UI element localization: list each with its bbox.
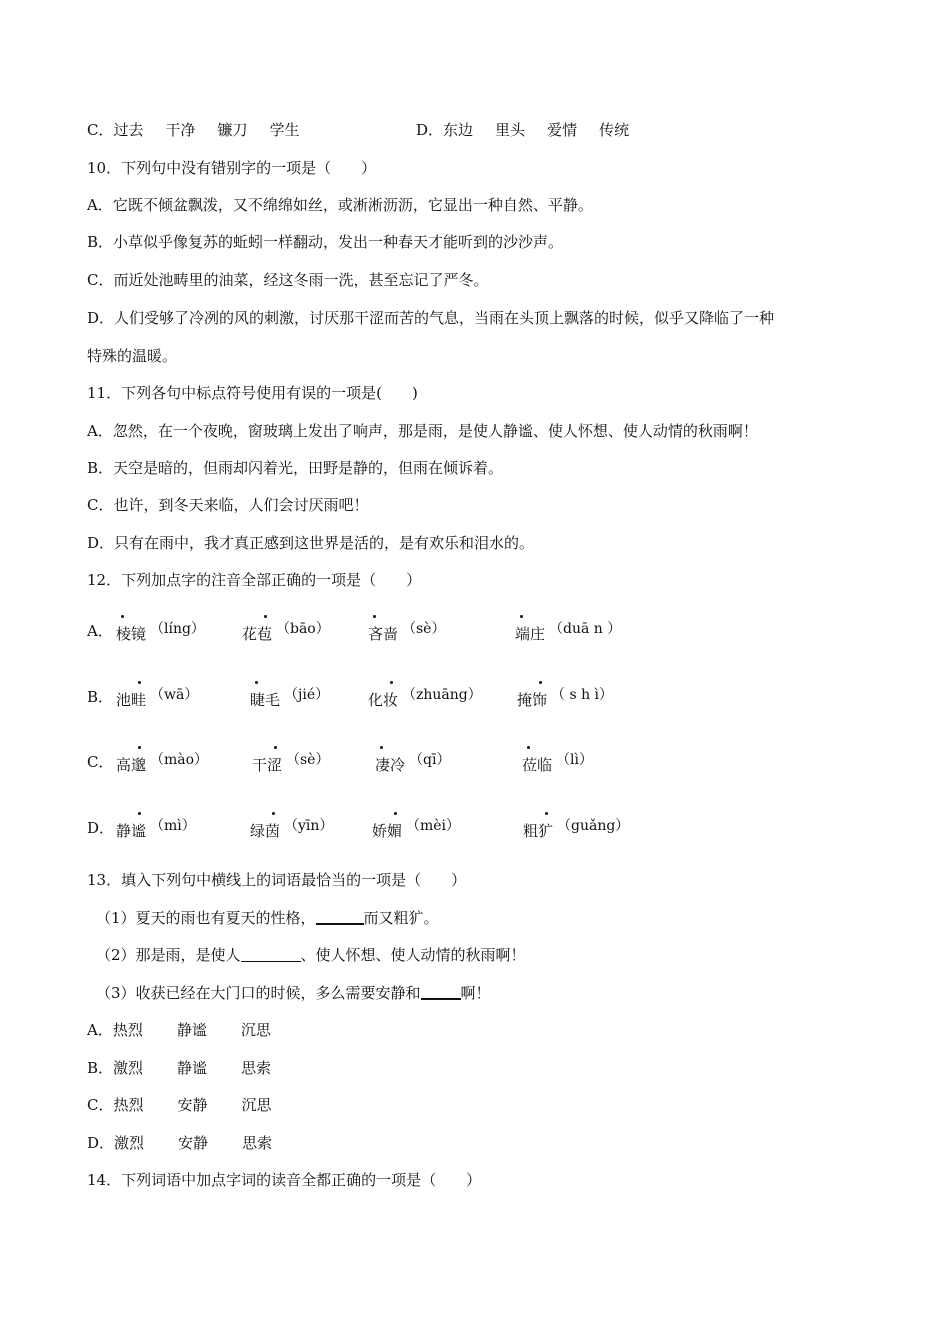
word: 花苞 <box>242 625 273 643</box>
emphasis-dot <box>255 681 258 684</box>
word: 莅临 <box>522 756 553 774</box>
option-word: 学生 <box>269 121 300 139</box>
q13-option-d <box>87 1133 272 1153</box>
sentence-text: 而又粗犷。 <box>363 909 439 927</box>
emphasis-dot <box>272 812 275 815</box>
q13-option-a <box>87 1020 271 1040</box>
q10-option-d-cont: 特殊的温暖。 <box>87 347 178 365</box>
option-label: A． <box>87 1021 113 1039</box>
option-word: 静谧 <box>176 1021 207 1039</box>
fill-blank <box>241 946 301 962</box>
emphasis-dot <box>520 615 523 618</box>
pinyin: （mèi） <box>406 818 461 834</box>
word: 端庄 <box>515 625 546 643</box>
pinyin: （jié） <box>284 687 330 703</box>
word: 绿茵 <box>250 822 281 840</box>
q14-stem: 14．下列词语中加点字词的读音全都正确的一项是（ ） <box>87 1171 482 1189</box>
option-label: C． <box>87 1096 114 1114</box>
word: 高邈 <box>116 756 147 774</box>
option-label: A． <box>87 622 113 640</box>
fill-blank <box>421 983 461 1000</box>
q11-stem: 11．下列各句中标点符号使用有误的一项是( ) <box>87 384 418 402</box>
option-label: C． <box>87 121 114 139</box>
option-word: 思索 <box>242 1134 273 1152</box>
word: 凄冷 <box>375 756 406 774</box>
word: 干涩 <box>252 756 283 774</box>
q10-option-a: A．它既不倾盆飘泼，又不绵绵如丝，或淅淅沥沥，它显出一种自然、平静。 <box>87 196 593 214</box>
word: 掩饰 <box>517 691 548 709</box>
sentence-text: 、使人怀想、使人动情的秋雨啊！ <box>300 946 526 964</box>
word: 粗犷 <box>523 822 554 840</box>
option-word: 热烈 <box>113 1096 144 1114</box>
pinyin: （lì） <box>556 752 593 768</box>
sentence-text: （3）收获已经在大门口的时候，多么需要安静和 <box>96 984 421 1002</box>
q13-option-b <box>87 1058 271 1078</box>
emphasis-dot <box>264 615 267 618</box>
q12-stem: 12．下列加点字的注音全部正确的一项是（ ） <box>87 571 422 589</box>
q11-option-c: C．也许，到冬天来临，人们会讨厌雨吧！ <box>87 496 369 514</box>
emphasis-dot <box>138 681 141 684</box>
option-word: 静谧 <box>177 1059 208 1077</box>
option-word: 沉思 <box>240 1021 271 1039</box>
word: 池畦 <box>116 691 147 709</box>
emphasis-dot <box>545 812 548 815</box>
sentence-text: 啊！ <box>460 984 491 1002</box>
q11-option-d: D．只有在雨中，我才真正感到这世界是活的，是有欢乐和泪水的。 <box>87 534 535 552</box>
pinyin: （wā） <box>150 687 199 703</box>
pinyin: （líng） <box>150 621 205 637</box>
fill-blank <box>316 908 364 925</box>
q13-stem: 13．填入下列句中横线上的词语最恰当的一项是（ ） <box>87 871 467 889</box>
q13-sentence-2 <box>96 945 526 965</box>
option-word: 干净 <box>165 121 196 139</box>
emphasis-dot <box>394 812 397 815</box>
pinyin: （duā n ） <box>549 621 622 637</box>
word: 睫毛 <box>250 691 281 709</box>
option-word: 东边 <box>443 121 474 139</box>
q13-sentence-1 <box>96 908 439 928</box>
emphasis-dot <box>138 812 141 815</box>
word: 棱镜 <box>116 625 147 643</box>
q13-option-c <box>87 1095 272 1115</box>
emphasis-dot <box>121 615 124 618</box>
option-word: 激烈 <box>114 1134 145 1152</box>
pinyin: （bāo） <box>276 621 330 637</box>
q10-option-c: C．而近处池畴里的油菜，经这冬雨一洗，甚至忘记了严冬。 <box>87 271 489 289</box>
option-word: 激烈 <box>113 1059 144 1077</box>
q10-option-b: B．小草似乎像复苏的蚯蚓一样翻动，发出一种春天才能听到的沙沙声。 <box>87 233 564 251</box>
pinyin: （zhuāng） <box>402 687 482 703</box>
sentence-text: （1）夏天的雨也有夏天的性格， <box>96 909 316 927</box>
option-word: 安静 <box>177 1096 208 1114</box>
option-label: B． <box>87 688 114 706</box>
option-word: 思索 <box>241 1059 272 1077</box>
word: 吝啬 <box>368 625 399 643</box>
option-word: 安静 <box>178 1134 209 1152</box>
option-label: D． <box>87 1134 115 1152</box>
pinyin: （guǎng） <box>557 818 630 834</box>
option-word: 过去 <box>113 121 144 139</box>
pinyin: （qī） <box>409 752 451 768</box>
word: 娇媚 <box>372 822 403 840</box>
emphasis-dot <box>274 746 277 749</box>
emphasis-dot <box>527 746 530 749</box>
emphasis-dot <box>373 615 376 618</box>
option-label: D． <box>87 819 115 837</box>
option-label: B． <box>87 1059 114 1077</box>
q9-option-d <box>416 120 629 140</box>
emphasis-dot <box>390 681 393 684</box>
option-label: C． <box>87 753 114 771</box>
q13-sentence-3 <box>96 983 491 1003</box>
pinyin: （mì） <box>150 818 196 834</box>
option-word: 爱情 <box>547 121 578 139</box>
q10-option-d: D．人们受够了冷冽的风的刺激，讨厌那干涩而苦的气息，当雨在头顶上飘落的时候，似乎又降临了一种 <box>87 309 775 327</box>
pinyin: （mào） <box>150 752 209 768</box>
q11-option-a: A．忽然，在一个夜晚，窗玻璃上发出了响声，那是雨，是使人静谧、使人怀想、使人动情的秋雨啊！ <box>87 422 758 440</box>
option-word: 镰刀 <box>217 121 248 139</box>
pinyin: （yīn） <box>284 818 334 834</box>
word: 化妆 <box>368 691 399 709</box>
pinyin: （ s h ì） <box>551 687 614 703</box>
option-word: 沉思 <box>241 1096 272 1114</box>
q11-option-b: B．天空是暗的，但雨却闪着光，田野是静的，但雨在倾诉着。 <box>87 459 504 477</box>
sentence-text: （2）那是雨，是使人 <box>96 946 241 964</box>
word: 静谧 <box>116 822 147 840</box>
pinyin: （sè） <box>286 752 330 768</box>
option-word: 传统 <box>599 121 630 139</box>
emphasis-dot <box>539 681 542 684</box>
option-word: 热烈 <box>112 1021 143 1039</box>
pinyin: （sè） <box>402 621 446 637</box>
option-label: D． <box>416 121 444 139</box>
q10-stem: 10．下列句中没有错别字的一项是（ ） <box>87 159 377 177</box>
emphasis-dot <box>138 746 141 749</box>
q9-option-c <box>87 120 300 140</box>
emphasis-dot <box>380 746 383 749</box>
option-word: 里头 <box>495 121 526 139</box>
